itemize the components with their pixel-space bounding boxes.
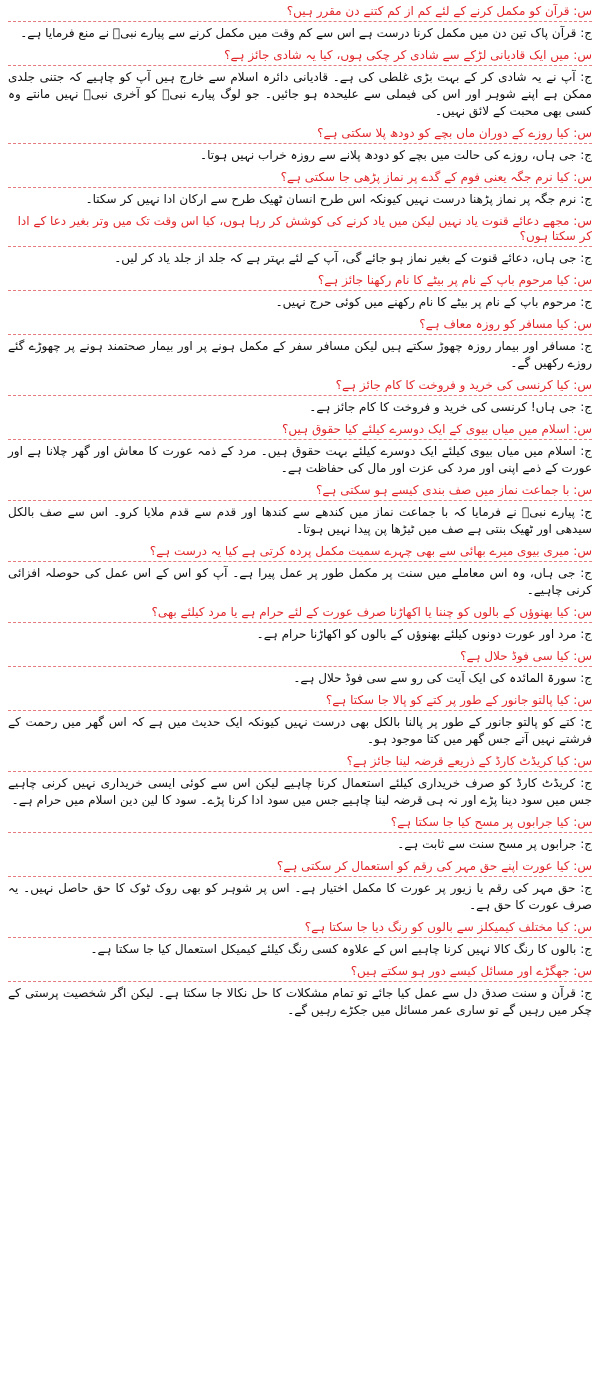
answer: ج: مرحوم باپ کے نام پر بیٹے کا نام رکھنے میں کوئی حرج نہیں۔ [275, 295, 592, 309]
question: س: کیا نرم جگہ یعنی فوم کے گدے پر نماز پڑھی جا سکتی ہے؟ [8, 170, 592, 188]
question: س: با جماعت نماز میں صف بندی کیسے ہو سکتی ہے؟ [8, 483, 592, 501]
answer: ج: بالوں کا رنگ کالا نہیں کرنا چاہیے اس کے علاوہ کسی رنگ کیلئے کیمیکل استعمال کیا جا سکتا ہے۔ [90, 942, 592, 956]
question: س: کیا کریڈٹ کارڈ کے ذریعے قرضہ لینا جائز ہے؟ [8, 754, 592, 772]
question: س: مجھے دعائے قنوت یاد نہیں لیکن میں یاد کرنے کی کوشش کر رہا ہوں، کیا اس وقت تک میں وتر بغیر دعا کے ادا کر سکتا ہوں؟ [8, 214, 592, 247]
answer: ج: کریڈٹ کارڈ کو صرف خریداری کیلئے استعمال کرنا چاہیے لیکن اس سے کوئی ایسی خریداری نہیں کرنی چاہیے جس میں سود دینا پڑے اور نہ ہی قرضہ لینا چاہیے جس میں سود ادا کرنا پڑے۔ سود کا لین دین اسلام میں حرام ہے۔ [8, 776, 592, 807]
qa-item-7 [8, 317, 592, 372]
answer: ج: جی ہاں، وہ اس معاملے میں سنت پر مکمل طور پر عمل پیرا ہے۔ آپ کو اس کے اس عمل کی حوصلہ افزائی کرنی چاہیے۔ [8, 566, 592, 597]
qa-item-14 [8, 693, 592, 748]
answer: ج: کتے کو پالتو جانور کے طور پر پالنا بالکل بھی درست نہیں کیونکہ ایک حدیث میں ہے کہ اس گھر میں رحمت کے فرشتے نہیں آتے جس گھر میں کتا موجود ہو۔ [8, 715, 592, 746]
answer: ج: مسافر اور بیمار روزہ چھوڑ سکتے ہیں لیکن مسافر سفر کے مکمل ہونے پر اور بیمار صحتمند ہونے پر چھوڑے گئے روزے رکھیں گے۔ [8, 339, 592, 370]
answer: ج: آپ نے یہ شادی کر کے بہت بڑی غلطی کی ہے۔ قادیانی دائرہ اسلام سے خارج ہیں آپ کو چاہیے کہ جتنی جلدی ممکن ہے اپنے شوہر اور اس کی فیملی سے علیحدہ ہو جائیں۔ جو لوگ پیارے نبیؐ کو آخری نبیؐ نہیں مانتے وہ کسی بھی محبت کے لائق نہیں۔ [8, 70, 592, 118]
answer: ج: پیارے نبیؐ نے فرمایا کہ با جماعت نماز میں کندھے سے کندھا اور قدم سے قدم ملایا کرو۔ اس سے صف بالکل سیدھی اور ٹھیک بنتی ہے صف میں ٹیڑھا پن پیدا نہیں ہوتا۔ [8, 505, 592, 536]
qa-item-5 [8, 214, 592, 267]
qa-item-11 [8, 544, 592, 599]
answer: ج: اسلام میں میاں بیوی کیلئے ایک دوسرے کیلئے بہت حقوق ہیں۔ مرد کے ذمہ عورت کا معاش اور گھر چلانا ہے اور عورت کے ذمے اپنی اور مرد کی عزت اور مال کی حفاظت ہے۔ [8, 444, 592, 475]
question: س: میں ایک قادیانی لڑکے سے شادی کر چکی ہوں، کیا یہ شادی جائز ہے؟ [8, 48, 592, 66]
qa-item-18 [8, 920, 592, 958]
question: س: کیا مسافر کو روزہ معاف ہے؟ [8, 317, 592, 335]
question: س: کیا کرنسی کی خرید و فروخت کا کام جائز ہے؟ [8, 378, 592, 396]
answer: ج: مرد اور عورت دونوں کیلئے بھنوؤں کے بالوں کو اکھاڑنا حرام ہے۔ [256, 627, 592, 641]
qa-item-9 [8, 422, 592, 477]
answer: ج: حق مہر کی رقم یا زیور پر عورت کا مکمل اختیار ہے۔ اس پر شوہر کو بھی روک ٹوک کا حق حاصل نہیں۔ یہ صرف عورت کا حق ہے۔ [8, 881, 592, 912]
qa-item-16 [8, 815, 592, 853]
answer: ج: جرابوں پر مسح سنت سے ثابت ہے۔ [397, 837, 592, 851]
answer: ج: قرآن پاک تین دن میں مکمل کرنا درست ہے اس سے کم وقت میں مکمل کرنے سے پیارے نبیؐ نے منع فرمایا ہے۔ [20, 26, 592, 40]
question: س: کیا مرحوم باپ کے نام پر بیٹے کا نام رکھنا جائز ہے؟ [8, 273, 592, 291]
question: س: کیا روزے کے دوران ماں بچے کو دودھ پلا سکتی ہے؟ [8, 126, 592, 144]
qa-item-6 [8, 273, 592, 311]
qa-item-10 [8, 483, 592, 538]
answer: ج: نرم جگہ پر نماز پڑھنا درست نہیں کیونکہ اس طرح انسان ٹھیک طرح سے ارکان ادا نہیں کر سکتا۔ [85, 192, 592, 206]
question: س: اسلام میں میاں بیوی کے ایک دوسرے کیلئے کیا حقوق ہیں؟ [8, 422, 592, 440]
question: س: کیا سی فوڈ حلال ہے؟ [8, 649, 592, 667]
qa-item-13 [8, 649, 592, 687]
qa-item-12 [8, 605, 592, 643]
qa-item-3 [8, 126, 592, 164]
question: س: کیا بھنوؤں کے بالوں کو چننا یا اکھاڑنا صرف عورت کے لئے حرام ہے یا مرد کیلئے بھی؟ [8, 605, 592, 623]
question: س: جھگڑے اور مسائل کیسے دور ہو سکتے ہیں؟ [8, 964, 592, 982]
answer: ج: جی ہاں، دعائے قنوت کے بغیر نماز ہو جائے گی، آپ کے لئے بہتر ہے کہ جلد از جلد یاد کر لیں۔ [114, 251, 592, 265]
qa-item-1 [8, 4, 592, 42]
qa-item-15 [8, 754, 592, 809]
qa-item-4 [8, 170, 592, 208]
question: س: میری بیوی میرے بھائی سے بھی چہرے سمیت مکمل پردہ کرتی ہے کیا یہ درست ہے؟ [8, 544, 592, 562]
qa-item-8 [8, 378, 592, 416]
answer: ج: سورۃ المائدہ کی ایک آیت کی رو سے سی فوڈ حلال ہے۔ [293, 671, 592, 685]
answer: ج: قرآن و سنت صدق دل سے عمل کیا جائے تو تمام مشکلات کا حل نکالا جا سکتا ہے۔ لیکن اگر شخصیت پرستی کے چکر میں رہیں گے تو ساری عمر مسائل میں جکڑے رہیں گے۔ [8, 986, 592, 1017]
answer: ج: جی ہاں! کرنسی کی خرید و فروخت کا کام جائز ہے۔ [309, 400, 592, 414]
question: س: کیا جرابوں پر مسح کیا جا سکتا ہے؟ [8, 815, 592, 833]
question: س: کیا عورت اپنے حق مہر کی رقم کو استعمال کر سکتی ہے؟ [8, 859, 592, 877]
qa-item-19 [8, 964, 592, 1019]
question: س: کیا مختلف کیمیکلز سے بالوں کو رنگ دیا جا سکتا ہے؟ [8, 920, 592, 938]
question: س: کیا پالتو جانور کے طور پر کتے کو پالا جا سکتا ہے؟ [8, 693, 592, 711]
qa-item-2 [8, 48, 592, 120]
answer: ج: جی ہاں، روزے کی حالت میں بچے کو دودھ پلانے سے روزہ خراب نہیں ہوتا۔ [200, 148, 592, 162]
qa-item-17 [8, 859, 592, 914]
question: س: قرآن کو مکمل کرنے کے لئے کم از کم کتنے دن مقرر ہیں؟ [8, 4, 592, 22]
